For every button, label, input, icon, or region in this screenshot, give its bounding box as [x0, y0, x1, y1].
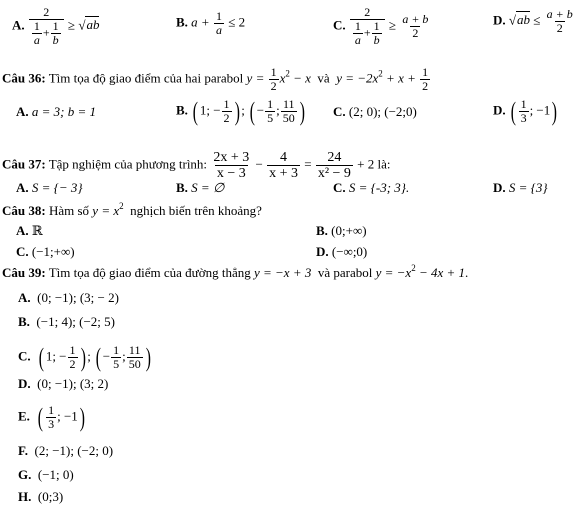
- q39-option-h: H. (0;3): [18, 489, 64, 504]
- option-label: A.: [18, 290, 31, 305]
- option-label: D.: [493, 12, 506, 28]
- question-text: Tìm tọa độ giao điểm của đường thẳng: [48, 265, 251, 280]
- question-text: Tập nghiệm của phương trình:: [48, 156, 208, 172]
- q36-option-c: C. (2; 0); (−2;0): [333, 104, 417, 119]
- question-text: Hàm số: [48, 203, 90, 218]
- sqrt-symbol: √: [508, 12, 517, 28]
- q36-question: Câu 36: Tìm tọa độ giao điểm của hai parabol y = $\frac{1}{2}$ $x^2 - x$ và $y = -2x^2 + x$ + $\frac{1}{2}$: [2, 65, 429, 93]
- q38-option-c: C. (−1;+∞): [16, 244, 75, 259]
- fraction: 2 $\frac{1}{a}$ + $\frac{1}{b}$: [29, 6, 64, 47]
- fraction: $\frac{1}{2}$: [422, 65, 429, 93]
- option-label: A.: [16, 104, 29, 119]
- fraction: $\frac{1}{2}$: [270, 65, 277, 93]
- option-label: B.: [316, 223, 328, 238]
- q39-option-e: E. ( $\frac{1}{3}$ ; −1): [18, 402, 85, 432]
- fraction: $\frac{a + b}{2}$: [546, 7, 573, 35]
- option-label: A.: [12, 17, 25, 33]
- option-label: H.: [18, 489, 32, 504]
- fraction: $\frac{1}{5}$: [267, 97, 274, 125]
- question-number: Câu 36:: [2, 70, 46, 86]
- sqrt-symbol: √: [78, 17, 86, 33]
- q36-option-d: D. ( $\frac{1}{3}$ ; −1): [493, 96, 558, 126]
- option-label: D.: [18, 376, 31, 391]
- option-label: C.: [333, 17, 346, 33]
- option-label: D.: [493, 102, 506, 118]
- q39-option-b: B. (−1; 4); (−2; 5): [18, 314, 115, 329]
- option-label: C.: [333, 104, 346, 119]
- option-label: A.: [16, 223, 29, 238]
- option-label: E.: [18, 408, 30, 424]
- q35-option-a: A. 2 $\frac{1}{a}$ + $\frac{1}{b}$ ≥ √ab: [12, 5, 100, 47]
- q39-question: Câu 39: Tìm tọa độ giao điểm của đường thẳng y = −x + 3 và parabol $y = -x^2 - 4x + 1$.: [2, 263, 469, 280]
- q39-option-c: C. ( 1; − $\frac{1}{2}$ ) ; ( − $\frac{1}{5}$ ; $\frac{11}{50}$ ): [18, 342, 151, 372]
- option-label: B.: [176, 180, 188, 195]
- fraction: 2 $\frac{1}{a}$ + $\frac{1}{b}$: [350, 6, 385, 47]
- q39-option-g: G. (−1; 0): [18, 467, 74, 482]
- fraction: $\frac{1}{3}$: [48, 403, 55, 431]
- question-number: Câu 39:: [2, 265, 46, 280]
- fraction: $\frac{11}{50}$: [128, 343, 141, 371]
- question-text: Tìm tọa độ giao điểm của hai parabol: [48, 70, 244, 86]
- q39-option-f: F. (2; −1); (−2; 0): [18, 443, 114, 458]
- option-label: C.: [18, 348, 31, 364]
- option-label: B.: [176, 14, 188, 30]
- fraction: $\frac{1}{5}$: [113, 343, 120, 371]
- option-label: B.: [18, 314, 30, 329]
- option-label: C.: [333, 180, 346, 195]
- q35-option-c: C. 2 $\frac{1}{a}$ + $\frac{1}{b}$ ≥ $\frac{a + b}{2}$: [333, 5, 429, 47]
- q35-option-b: B. a + $\frac{1}{a}$ ≤ 2: [176, 9, 246, 37]
- q36-option-b: B. ( 1; − $\frac{1}{2}$ ) ; ( − $\frac{1}{5}$ ; $\frac{11}{50}$ ): [176, 96, 305, 126]
- q38-option-d: D. (−∞;0): [316, 244, 368, 259]
- option-label: D.: [493, 180, 506, 195]
- fraction: $\frac{2x + 3}{x - 3}$: [213, 150, 250, 181]
- q39-option-a: A. (0; −1); (3; − 2): [18, 290, 119, 305]
- q37-option-d: D. S = {3}: [493, 180, 548, 195]
- fraction: $\frac{1}{3}$: [520, 97, 527, 125]
- q38-question: Câu 38: Hàm số $y = x^2$ nghịch biến trên khoảng?: [2, 201, 262, 218]
- option-label: G.: [18, 467, 32, 482]
- q37-option-b: B. S = ∅: [176, 180, 225, 195]
- question-number: Câu 37:: [2, 156, 46, 172]
- fraction: $\frac{1}{a}$: [215, 9, 222, 37]
- fraction: $\frac{a + b}{2}$: [402, 12, 429, 40]
- q37-option-c: C. S = {-3; 3}.: [333, 180, 410, 195]
- option-label: C.: [16, 244, 29, 259]
- fraction: $\frac{1}{2}$: [69, 343, 76, 371]
- q37-question: Câu 37: Tập nghiệm của phương trình: $\frac{2x + 3}{x - 3}$ − $\frac{4}{x + 3}$ = $\frac{24}{\text{x² − 9}}$ + 2 là:: [2, 150, 391, 181]
- fraction: $\frac{1}{2}$: [223, 97, 230, 125]
- q37-option-a: A. S = {− 3}: [16, 180, 83, 195]
- option-label: B.: [176, 102, 188, 118]
- q36-option-a: A. a = 3; b = 1: [16, 104, 97, 119]
- fraction: $\frac{24}{\text{x² − 9}}$: [317, 150, 351, 181]
- q38-option-b: B. (0;+∞): [316, 223, 367, 238]
- fraction: $\frac{4}{x + 3}$: [269, 150, 298, 181]
- option-label: F.: [18, 443, 28, 458]
- option-label: D.: [316, 244, 329, 259]
- question-number: Câu 38:: [2, 203, 46, 218]
- fraction: $\frac{11}{50}$: [282, 97, 295, 125]
- q39-option-d: D. (0; −1); (3; 2): [18, 376, 109, 391]
- q38-option-a: A. ℝ: [16, 223, 43, 238]
- q35-option-d: D. √ab ≤ $\frac{a + b}{2}$: [493, 7, 573, 35]
- option-label: A.: [16, 180, 29, 195]
